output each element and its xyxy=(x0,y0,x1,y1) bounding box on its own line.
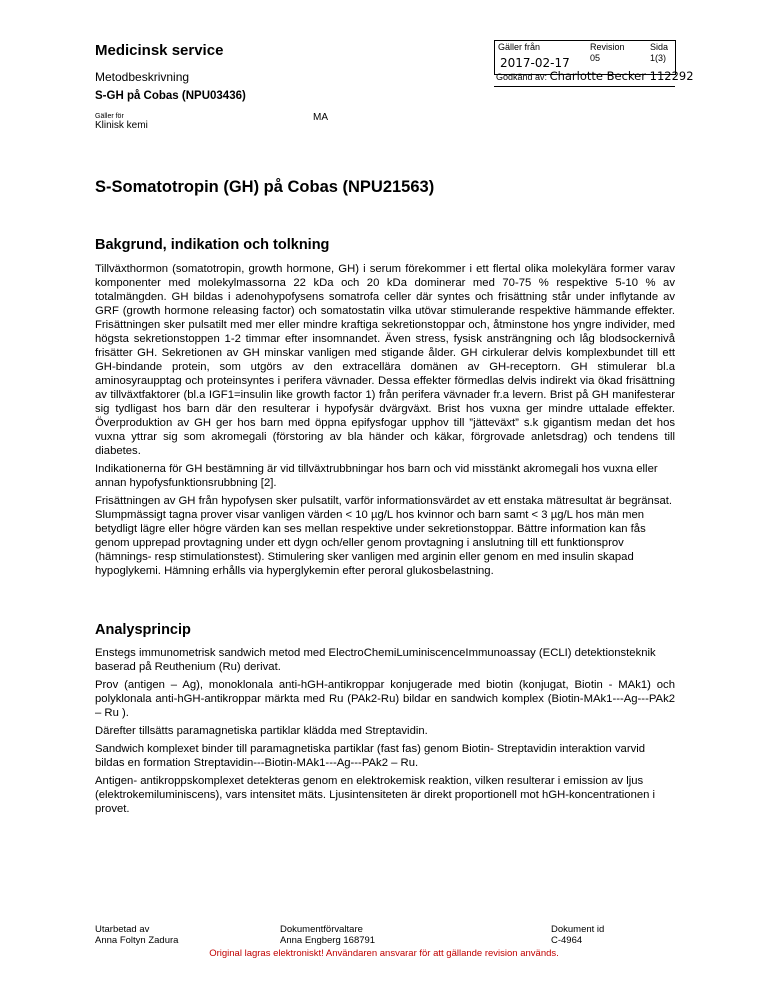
applies-to-label: Gäller för xyxy=(95,113,124,120)
paragraph: Sandwich komplexet binder till paramagnetiska partiklar (fast fas) genom Biotin- Streptavidin interaktion varvid bildas en formation Streptavidin---Biotin-MAk1---Ag---PAk2 – Ru. xyxy=(95,743,646,769)
paragraph: Enstegs immunometrisk sandwich metod med ElectroChemiLuminiscenceImmunoassay (ECLI) detektionsteknik baserad på Reuthenium (Ru) derivat. xyxy=(95,647,656,673)
valid-from-value: 2017-02-17 xyxy=(500,56,570,70)
footer-admin xyxy=(280,924,375,946)
page-label: Sida xyxy=(650,42,669,52)
approved-by xyxy=(496,69,694,83)
paragraph: Frisättningen av GH från hypofysen sker pulsatilt, varför informationsvärdet av ett enstaka mätresultat är begränsat. Slumpmässigt tagna prover visar vanligen värden < 10 µg/L hos kvinnor och barn samt < 3 µg/L hos män men betydligt lägre eller högre värden kan ses mellan respektive under sekretionstoppar. Bättre information kan fås genom upprepad provtagning under ett dygn och/eller genom provtagning i anslutning till ett funktionsprov (hämnings- resp stimulationstest). Stimulering sker vanligen med arginin eller genom en med insulin skapad hypoglykemi. Hämning erhålls via hyperglykemin efter peroral glukosbelastning. xyxy=(95,495,673,577)
section-body-principle xyxy=(95,646,675,820)
applies-to-value: Klinisk kemi xyxy=(95,120,148,131)
document-id-value: C-4964 xyxy=(551,935,583,946)
document-admin-value: Anna Engberg 168791 xyxy=(280,935,376,946)
document-id-label: Dokument id xyxy=(551,924,605,935)
valid-from-label: Gäller från xyxy=(498,42,541,52)
prepared-by-label: Utarbetad av xyxy=(95,924,150,935)
footer-prepared xyxy=(95,924,178,946)
paragraph: Antigen- antikroppskomplexet detekteras genom en elektrokemisk reaktion, vilken resulterar i emission av ljus (elektrokemiluminiscens), vars intensitet mäts. Ljusintensiteten är direkt proportionell mot hGH-koncentrationen i provet. xyxy=(95,775,656,815)
section-body-background xyxy=(95,262,675,582)
section-heading-background: Bakgrund, indikation och tolkning xyxy=(95,237,330,253)
meta-divider xyxy=(494,86,675,87)
paragraph: Prov (antigen – Ag), monoklonala anti-hGH-antikroppar konjugerade med biotin (konjugat, Biotin - MAk1) och polyklonala anti-hGH-antikroppar märkta med Ru (PAk2-Ru) bildar en sandwich komplex (Biotin-MAk1---Ag---PAk2 – Ru ). xyxy=(95,679,675,719)
revision-value: 05 xyxy=(590,53,601,63)
page-value: 1(3) xyxy=(650,53,667,63)
document-short-name: S-GH på Cobas (NPU03436) xyxy=(95,90,246,102)
approved-by-label: Godkänd av: xyxy=(496,72,548,82)
document-type: Metodbeskrivning xyxy=(95,70,190,84)
section-heading-principle: Analysprincip xyxy=(95,622,191,638)
document-title: S-Somatotropin (GH) på Cobas (NPU21563) xyxy=(95,178,435,196)
ma-label: MA xyxy=(313,112,328,123)
paragraph: Tillväxthormon (somatotropin, growth hormone, GH) i serum förekommer i ett flertal olika molekylära former varav komponenter med molekylmassorna 22 kDa och 20 kDa dominerar med 70-75 % respektive 5-10 % av totalmängden. GH bildas i adenohypofysens somatrofa celler där syntes och frisättning står under inflytande av GRF (growth hormone releasing factor) och somatostatin vilka utövar stimulerande respektive hämmande effekter. Frisättningen sker pulsatilt med mer eller mindre kraftiga sekretionstoppar och, åtminstone hos yngre individer, med högsta sekretionstoppen 1-2 timmar efter insomnandet. Även stress, fysisk ansträngning och låg blodsockernivå frisätter GH. Sekretionen av GH minskar vanligen med stigande ålder. GH cirkulerar delvis komplexbundet till ett GH-bindande protein, som utgörs av den extracellära domänen av GH-receptorn. GH stimulerar bl.a aminosyraupptag och proteinsyntes i perifera vävnader. Dessa effekter förmedlas delvis indirekt via ökad frisättning av tillväxtfaktorer (bl.a IGF1=insulin like growth factor 1) från perifera vävnader fr.a levern. Brist på GH manifesterar sig tydligast hos barn där den resulterar i hypofysär dvärgväxt. Brist hos vuxna ger mindre uttalade effekter. Överproduktion av GH ger hos barn med öppna epifysfogar upphov till ”jätteväxt” s.k gigantism medan det hos vuxna yttrar sig som akromegali (förstoring av bla händer och käkar, förgrovade anletsdrag) och tendens till diabetes. xyxy=(95,263,675,457)
footer-docid xyxy=(551,924,604,946)
organization-name: Medicinsk service xyxy=(95,42,224,59)
paragraph: Därefter tillsätts paramagnetiska partiklar klädda med Streptavidin. xyxy=(95,725,428,737)
approved-by-value: Charlotte Becker 112292 xyxy=(549,69,694,83)
footer-revision-note: Original lagras elektroniskt! Användaren ansvarar för att gällande revision används. xyxy=(209,948,559,959)
document-admin-label: Dokumentförvaltare xyxy=(280,924,363,935)
revision-label: Revision xyxy=(590,42,625,52)
paragraph: Indikationerna för GH bestämning är vid tillväxtrubbningar hos barn och vid misstänkt akromegali hos vuxna eller annan hypofysfunktionsrubbning [2]. xyxy=(95,463,658,489)
prepared-by-value: Anna Foltyn Zadura xyxy=(95,935,179,946)
